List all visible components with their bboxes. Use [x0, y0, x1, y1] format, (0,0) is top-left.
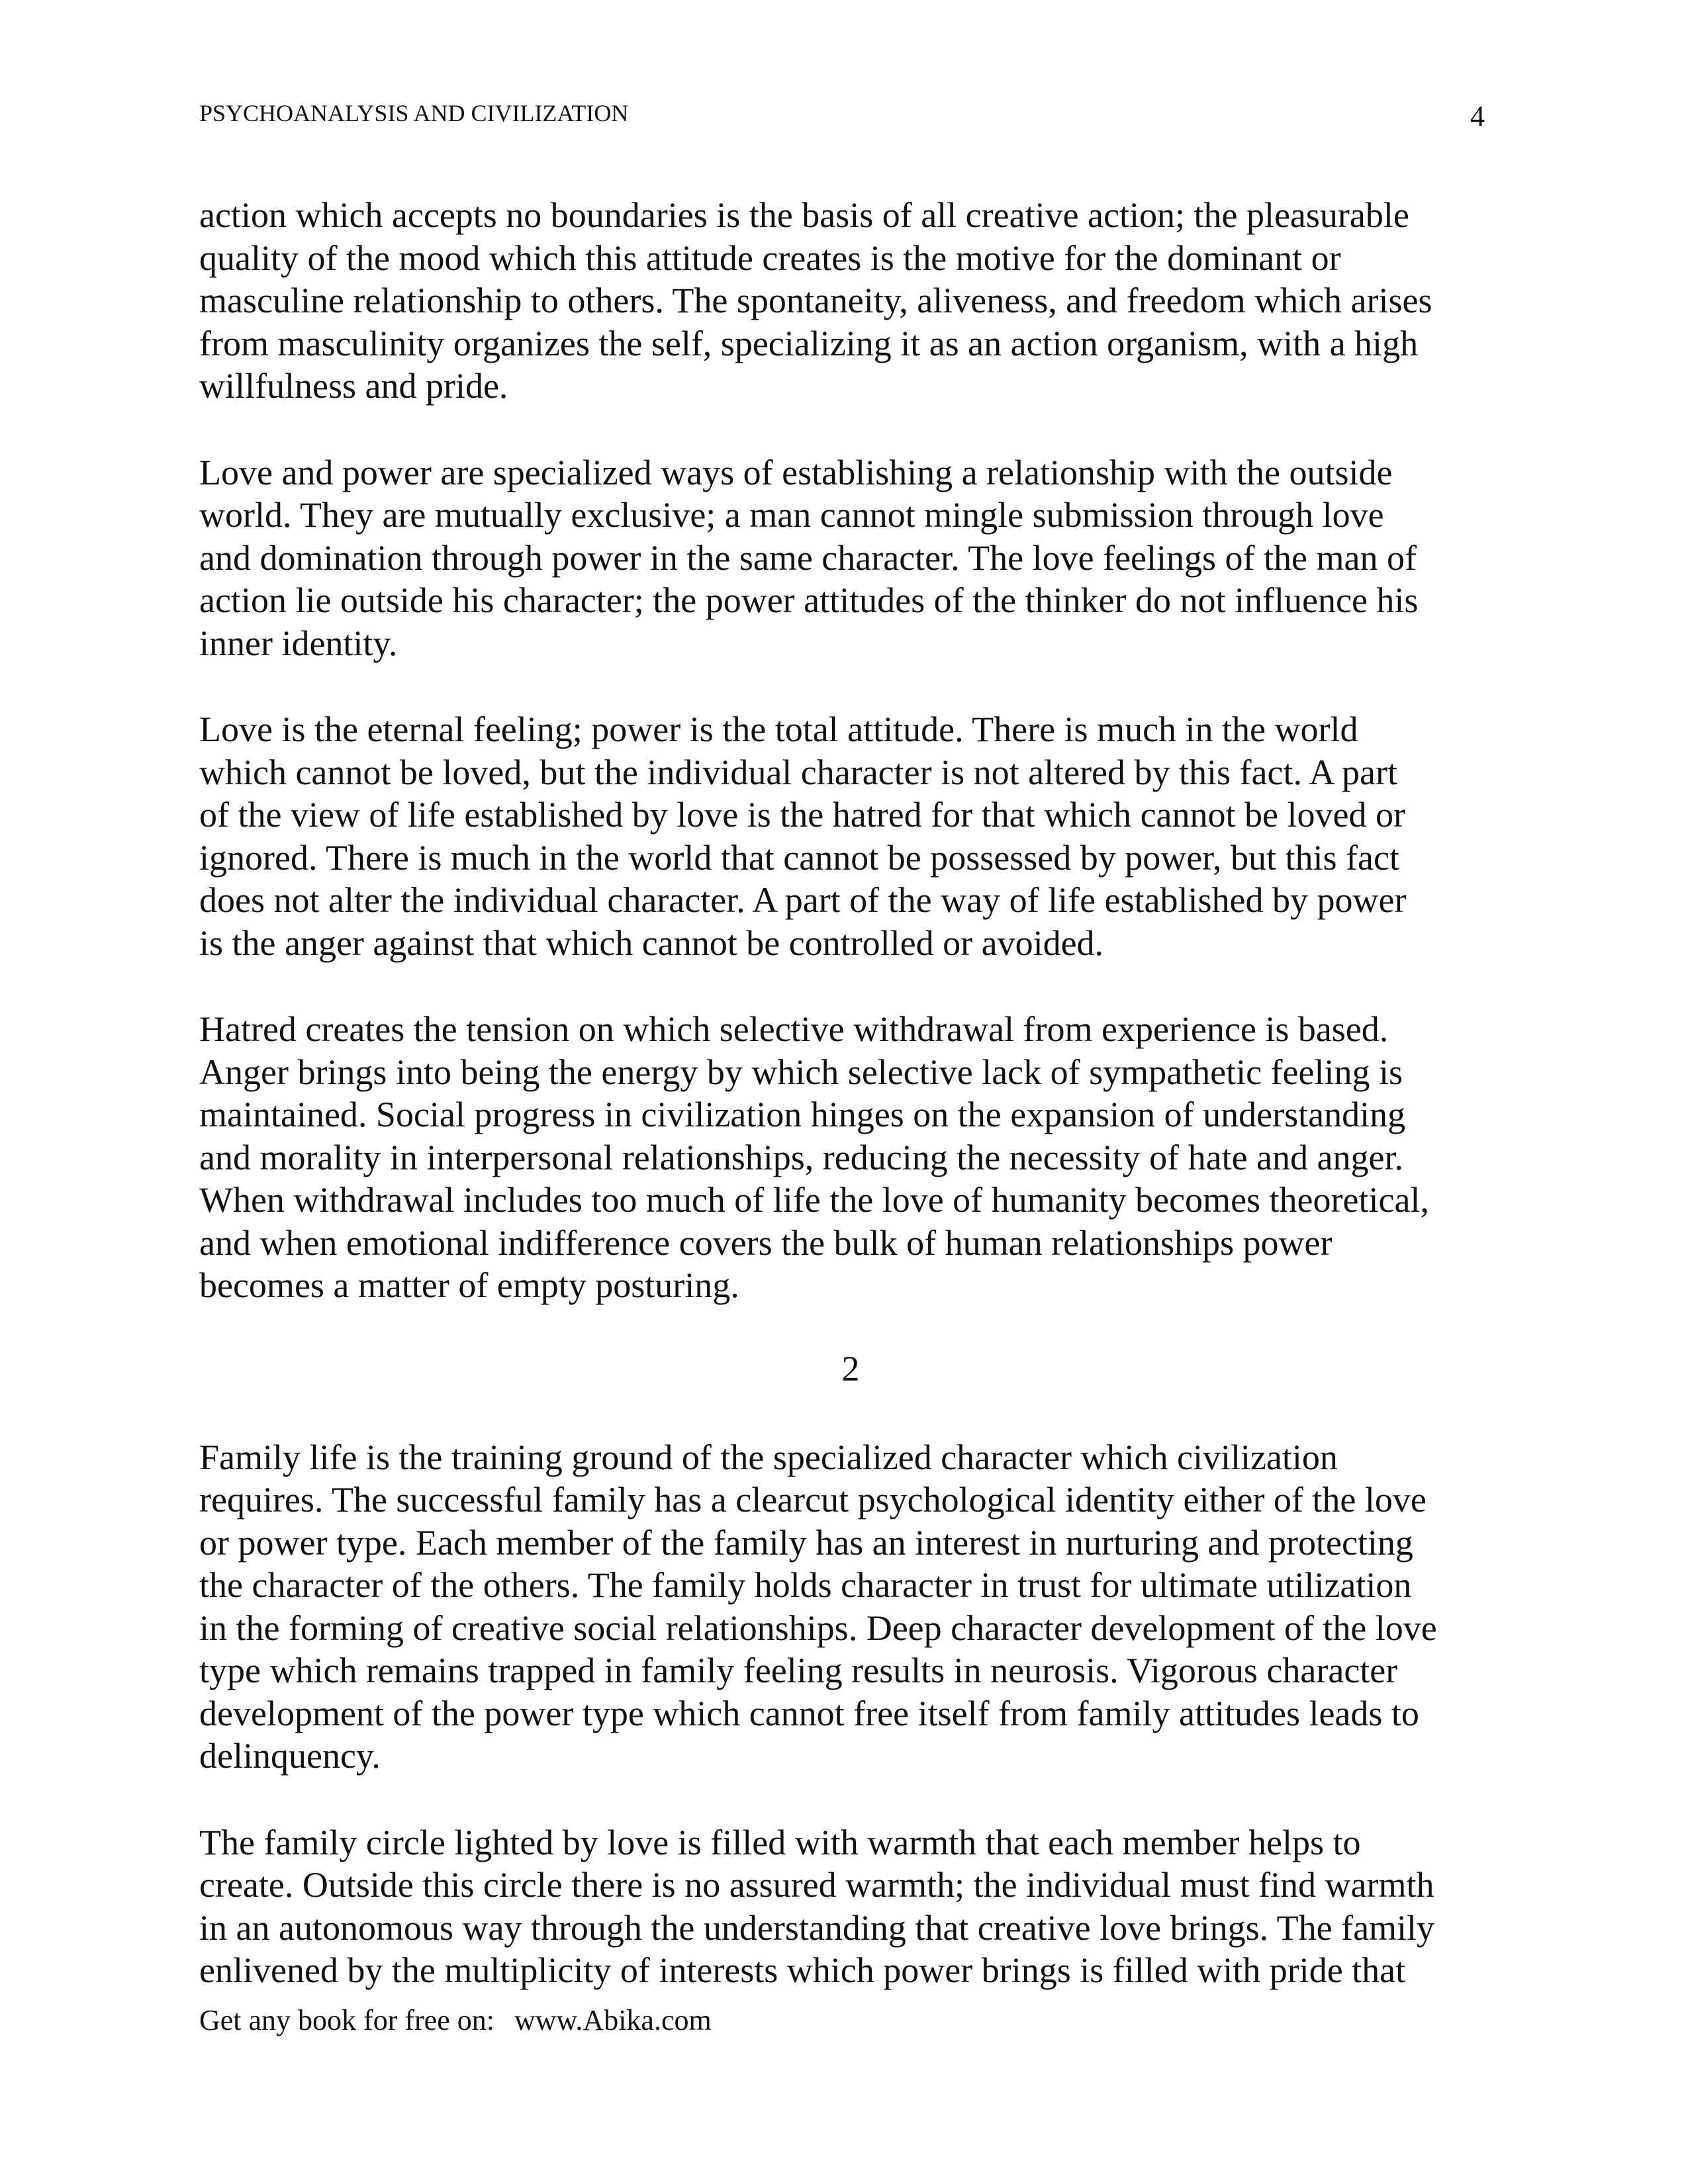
running-header: PSYCHOANALYSIS AND CIVILIZATION	[199, 100, 629, 126]
section-number: 2	[841, 1348, 860, 1388]
body-text	[199, 194, 1497, 2036]
paragraph-6: The family circle lighted by love is filled with warmth that each member helps to create. Outside this circle there is no assured warmth; the individual must find warmth in an autonomous way through the understanding that creative love brings. The family enlivened by the multiplicity of interests which power brings is filled with pride that	[199, 1822, 1435, 1990]
footer-label: Get any book for free on:	[199, 2004, 494, 2036]
footer	[199, 2003, 712, 2037]
paragraph-2: Love and power are specialized ways of establishing a relationship with the outside world. They are mutually exclusive; a man cannot mingle submission through love and domination through power in the same character. The love feelings of the man of action lie outside his character; the power attitudes of the thinker do not influence his inner identity.	[199, 452, 1419, 663]
footer-link[interactable]: www.Abika.com	[514, 2004, 712, 2036]
paragraph-5: Family life is the training ground of the specialized character which civilization requires. The successful family has a clearcut psychological identity either of the love or power type. Each member of the family has an interest in nurturing and protecting the character of the others. The family holds character in trust for ultimate utilization in the forming of creative social relationships. Deep character development of the love type which remains trapped in family feeling results in neurosis. Vigorous character development of the power type which cannot free itself from family attitudes leads to delinquency.	[199, 1437, 1437, 1776]
paragraph-1: action which accepts no boundaries is the basis of all creative action; the pleasurable quality of the mood which this attitude creates is the motive for the dominant or masculine relationship to others. The spontaneity, aliveness, and freedom which arises from masculinity organizes the self, specializing it as an action organism, with a high willfulness and pride.	[199, 195, 1432, 406]
paragraph-3: Love is the eternal feeling; power is the total attitude. There is much in the world which cannot be loved, but the individual character is not altered by this fact. A part of the view of life established by love is the hatred for that which cannot be loved or ignored. There is much in the world that cannot be possessed by power, but this fact does not alter the individual character. A part of the way of life established by power is the anger against that which cannot be controlled or avoided.	[199, 709, 1407, 963]
page-number: 4	[1470, 100, 1485, 132]
paragraph-4: Hatred creates the tension on which selective withdrawal from experience is based. Anger brings into being the energy by which selective lack of sympathetic feeling is maintained. Social progress in civilization hinges on the expansion of understanding and morality in interpersonal relationships, reducing the necessity of hate and anger. When withdrawal includes too much of life the love of humanity becomes theoretical, and when emotional indifference covers the bulk of human relationships power becomes a matter of empty posturing.	[199, 1009, 1429, 1305]
